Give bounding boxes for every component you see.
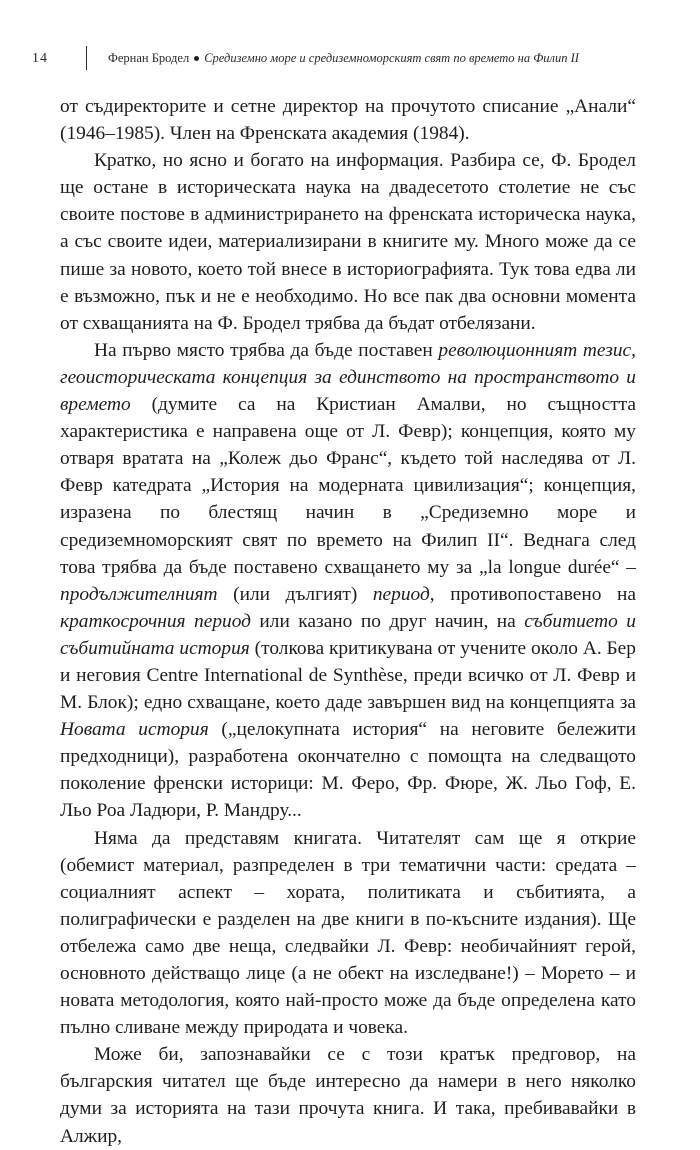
- header-book-title: Средиземно море и средиземноморският свят по времето на Филип II: [204, 51, 579, 65]
- paragraph-p1: [60, 93, 636, 147]
- text-run: (толкова критикувана от учените около А. Бер и неговия Centre International de Synthèse, преди всичко от Л. Февр и М. Блок); едно схващане, което даде завършен вид на концепцията за: [60, 637, 636, 714]
- paragraph-p2: [60, 147, 636, 337]
- body-text: [60, 93, 636, 1150]
- text-run: Кратко, но ясно и богато на информация. Разбира се, Ф. Бродел ще остане в историческата наука на двадесетото столетие не със своите постове в администрирането на френската историческа наука, а със своите идеи, материализирани в книгите му. Много може да се пише за новото, което той внесе в историографията. Тук това едва ли е възможно, пък и не е необходимо. Но все пак два основни момента от схващанията на Ф. Бродел трябва да бъдат отбелязани.: [60, 150, 636, 334]
- italic-phrase: продължителният: [60, 583, 218, 605]
- text-run: , противопоставено на: [429, 583, 636, 605]
- bullet-icon: [194, 56, 199, 61]
- italic-phrase: събитието и събитийната история: [60, 610, 636, 659]
- text-run: Няма да представям книгата. Читателят сам ще я открие (обемист материал, разпределен в три тематични части: средата – социалният аспект – хората, политиката и събитията, а полиграфически е разделен на две книги в по-късните издания). Ще отбележа само две неща, следвайки Л. Февр: необичайният герой, основното действащо лице (а не обект на изследване!) – Морето – и новата методология, която най-просто може да бъде определена като пълно сливане между природата и човека.: [60, 827, 636, 1039]
- running-header: [32, 46, 668, 76]
- paragraph-p4: [60, 825, 636, 1042]
- header-author: Фернан Бродел: [108, 51, 190, 65]
- text-run: (думите са на Кристиан Амалви, но същността характеристика е направена още от Л. Февр); концепция, която му отваря вратата на „Колеж дьо Франс“, където той наследява от Л. Февр катедрата „История на модерната цивилизация“; концепция, изразена по блестящ начин в „Средиземно море и средиземноморският свят по времето на Филип II“. Веднага след това трябва да бъде поставено схващането му за „la longue durée“ –: [60, 394, 636, 578]
- paragraph-p3: [60, 337, 636, 825]
- text-run: На първо място трябва да бъде поставен: [94, 339, 439, 361]
- italic-phrase: революционният тезис, геоисторическата концепция за единството на пространството и времето: [60, 339, 636, 416]
- paragraph-p5: [60, 1041, 636, 1149]
- italic-phrase: краткосрочния период: [60, 610, 251, 632]
- text-run: (или дългият): [217, 583, 373, 605]
- text-run: или казано по друг начин, на: [250, 610, 525, 632]
- page-number: 14: [32, 51, 48, 66]
- header-divider: [86, 46, 87, 70]
- text-run: („целокупната история“ на неговите бележити предходници), разработена окончателно с помощта на следващото поколение френски историци: М. Феро, Фр. Фюре, Ж. Льо Гоф, Е. Льо Роа Ладюри, Р. Мандру...: [60, 719, 636, 822]
- text-run: Може би, запознавайки се с този кратък предговор, на българския читател ще бъде интересно да намери в него няколко думи за историята на тази прочута книга. И така, пребивавайки в Алжир,: [60, 1044, 636, 1147]
- running-title: [108, 51, 579, 66]
- italic-phrase: период: [372, 583, 430, 605]
- text-run: от съдиректорите и сетне директор на прочутото списание „Анали“ (1946–1985). Член на Френската академия (1984).: [60, 96, 636, 145]
- italic-phrase: Новата история: [60, 719, 209, 741]
